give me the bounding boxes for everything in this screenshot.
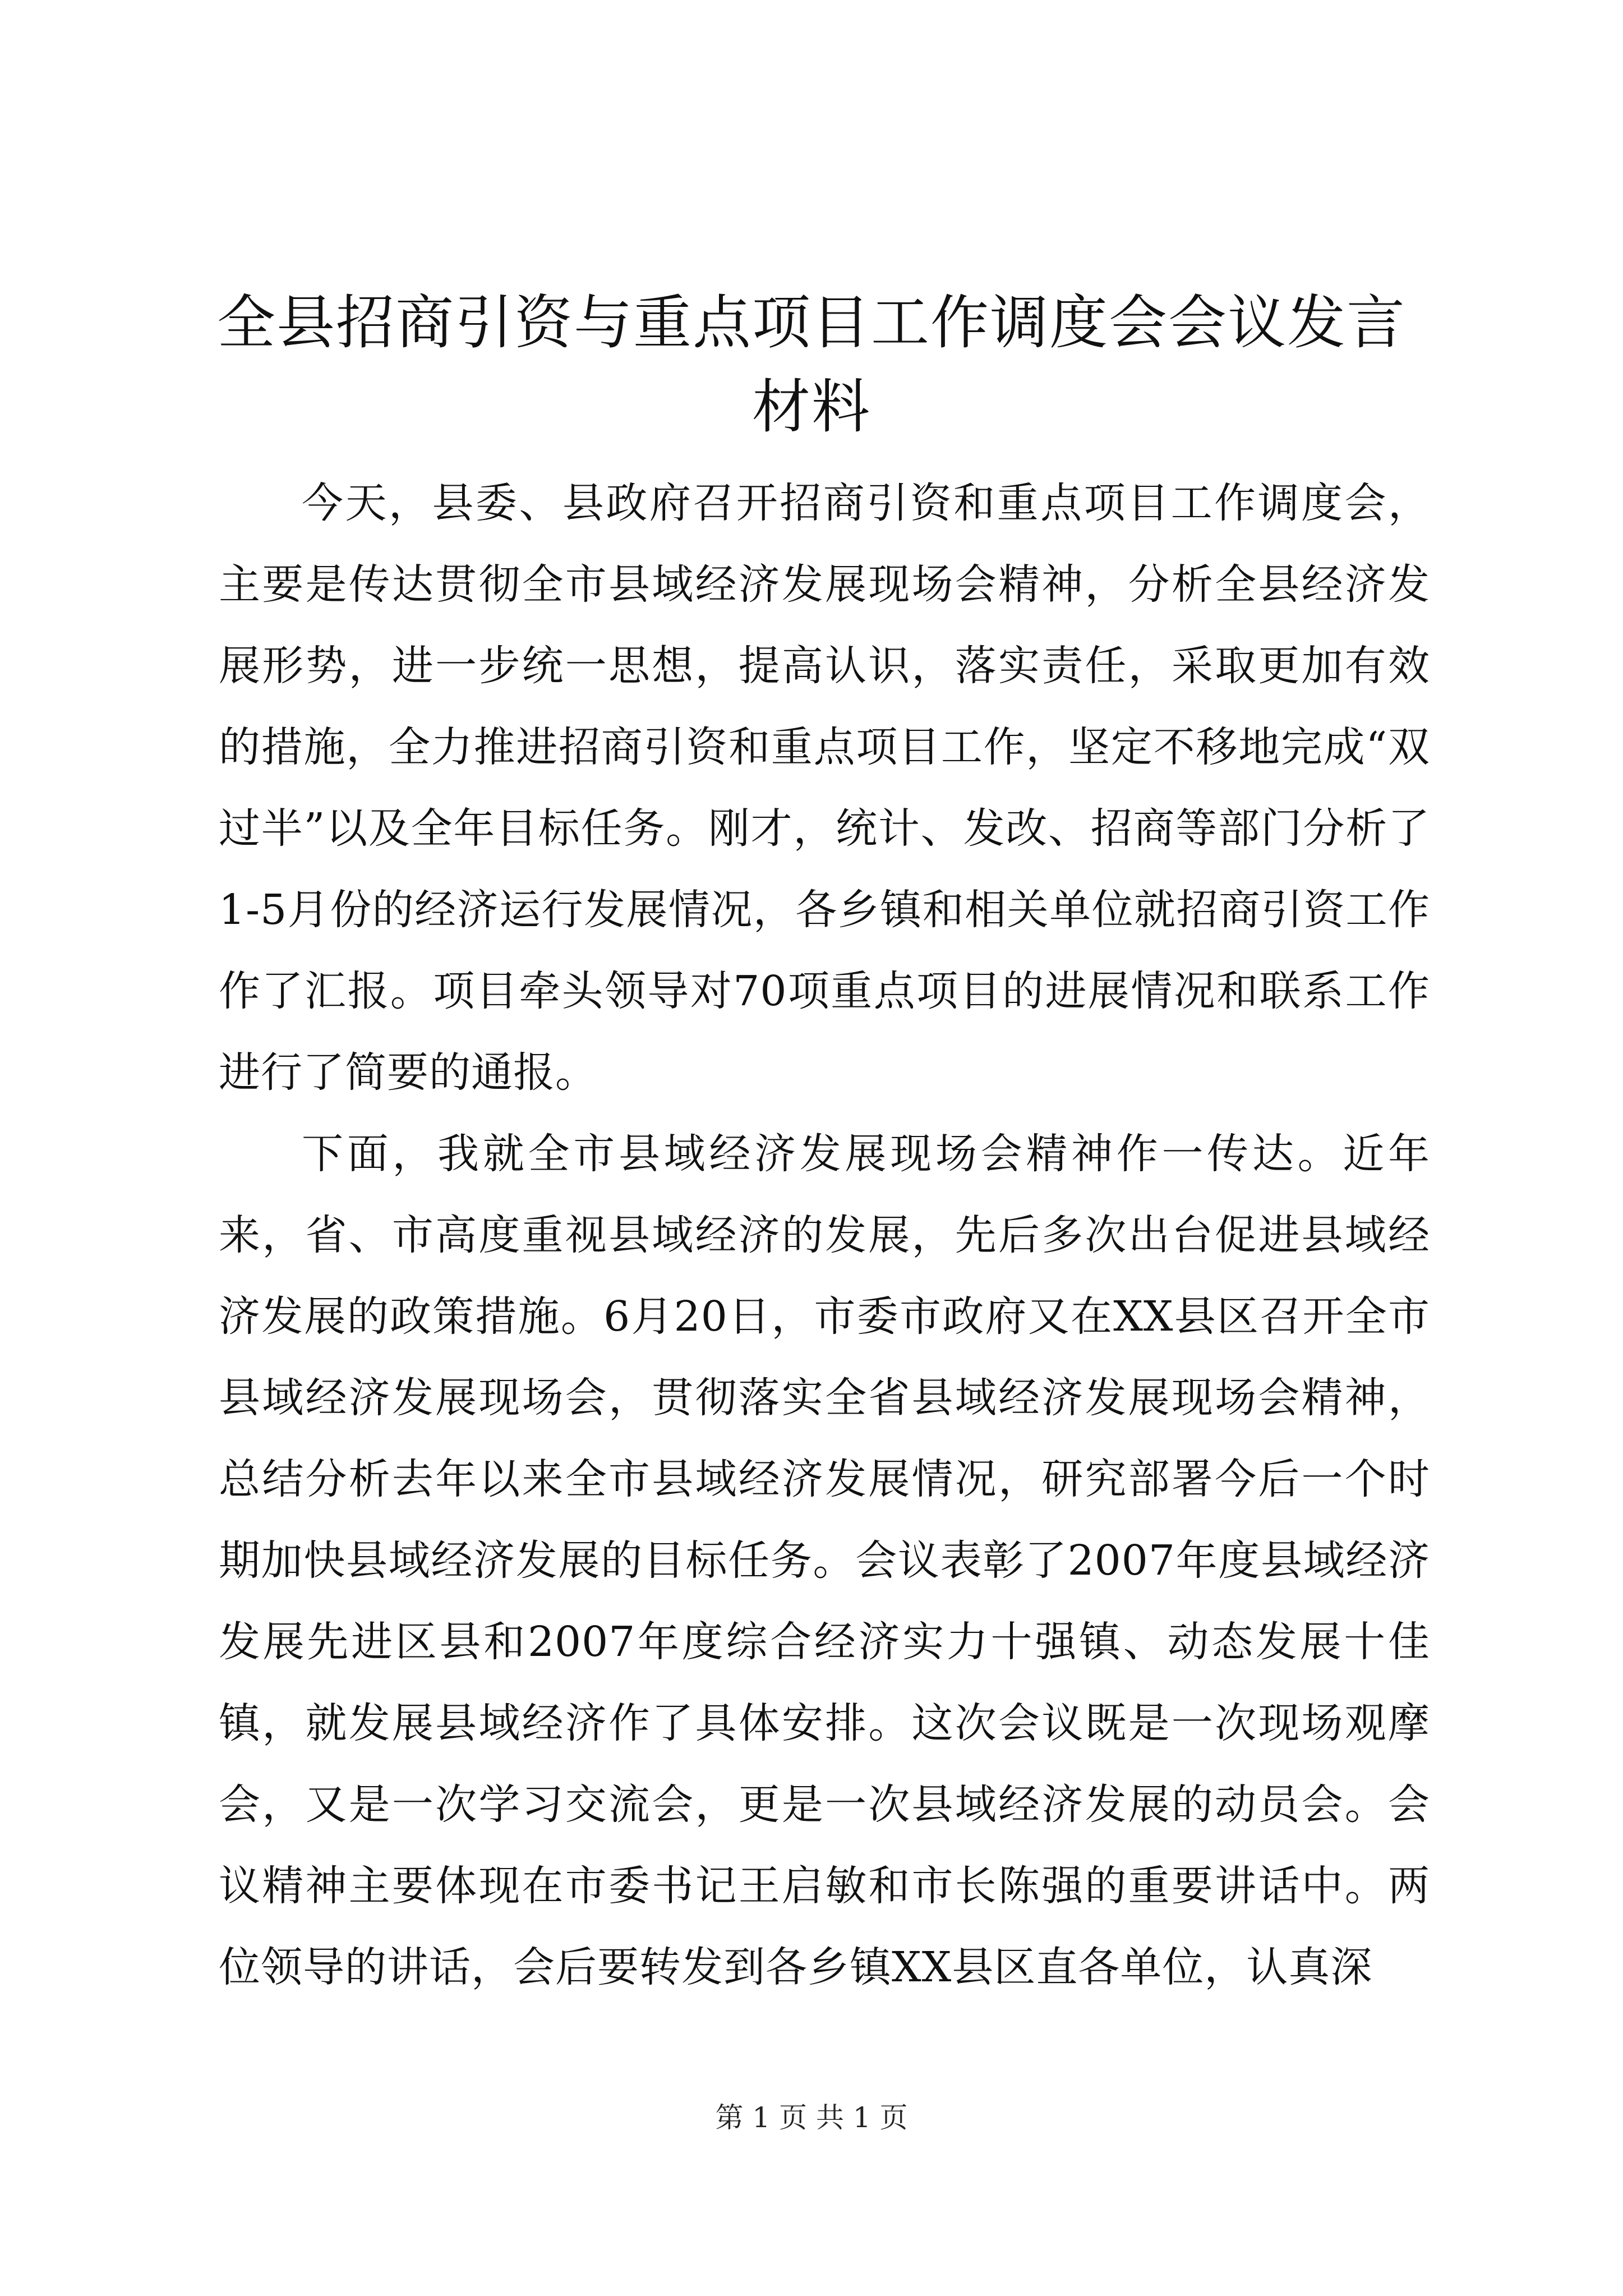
paragraph-1: 今天，县委、县政府召开招商引资和重点项目工作调度会，主要是传达贯彻全市县域经济发展现场会精神，分析全县经济发展形势，进一步统一思想，提高认识，落实责任，采取更加有效的措施，全力推进招商引资和重点项目工作，坚定不移地完成“双过半”以及全年目标任务。刚才，统计、发改、招商等部门分析了1-5月份的经济运行发展情况，各乡镇和相关单位就招商引资工作作了汇报。项目牵头领导对70项重点项目的进展情况和联系工作进行了简要的通报。: [219, 479, 1430, 1097]
document-title: 全县招商引资与重点项目工作调度会会议发言材料: [216, 288, 1406, 441]
page-footer: 第 1 页 共 1 页: [715, 2101, 908, 2134]
paragraph-2: 下面，我就全市县域经济发展现场会精神作一传达。近年来，省、市高度重视县域经济的发展，先后多次出台促进县域经济发展的政策措施。6月20日，市委市政府又在XX县区召开全市县域经济发展现场会，贯彻落实全省县域经济发展现场会精神，总结分析去年以来全市县域经济发展情况，研究部署今后一个时期加快县域经济发展的目标任务。会议表彰了2007年度县域经济发展先进区县和2007年度综合经济实力十强镇、动态发展十佳镇，就发展县域经济作了具体安排。这次会议既是一次现场观摩会，又是一次学习交流会，更是一次县域经济发展的动员会。会议精神主要体现在市委书记王启敏和市长陈强的重要讲话中。两位领导的讲话，会后要转发到各乡镇XX县区直各单位，认真深: [219, 1130, 1430, 1991]
document-body: [219, 463, 1430, 2008]
